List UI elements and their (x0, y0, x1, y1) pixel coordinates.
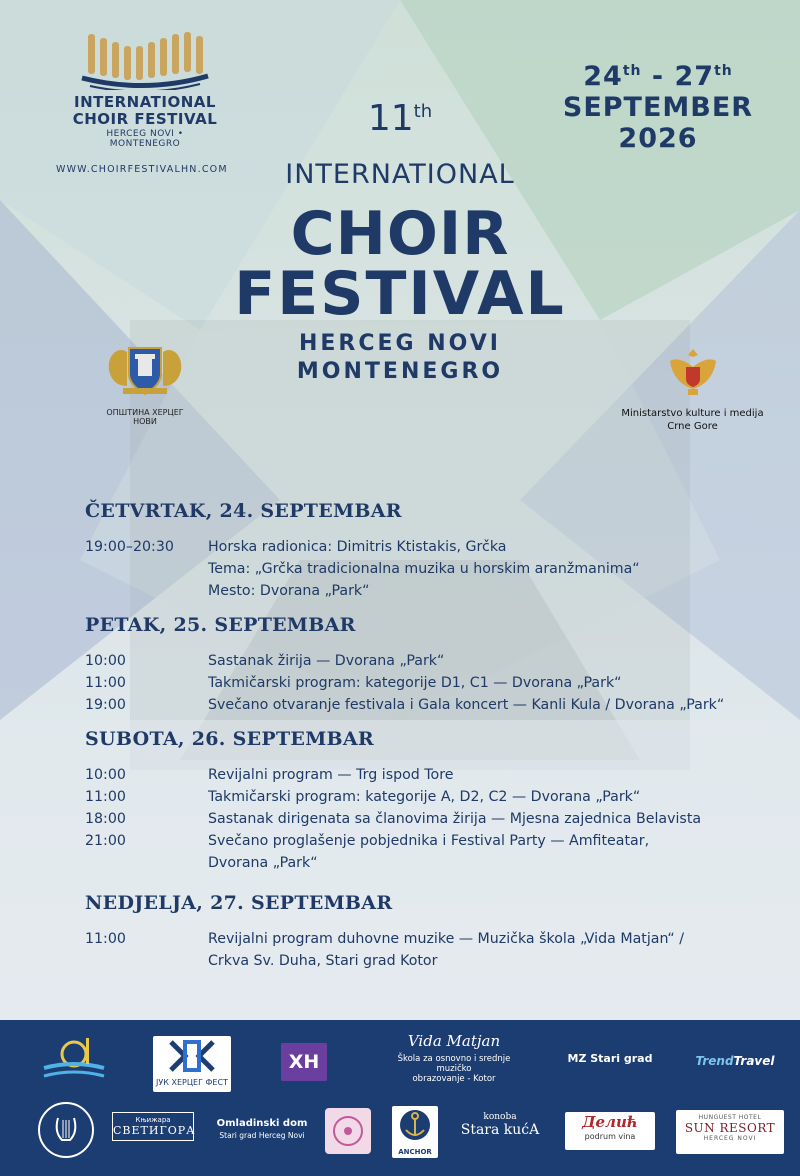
event-line: Sastanak dirigenata sa članovima žirija — Mjesna zajednica Belavista (208, 811, 702, 827)
flower-icon (325, 1108, 371, 1154)
sponsor-lyre-seal (38, 1102, 94, 1158)
event-line: Tema: „Grčka tradicionalna muzika u horskim aranžmanima“ (208, 561, 640, 577)
date-year: 2026 (618, 123, 698, 154)
right-crest-caption-2: Crne Gore (667, 421, 718, 432)
event-line: Sastanak žirija — Dvorana „Park“ (208, 653, 445, 669)
festival-schedule (85, 500, 785, 984)
day-heading: ČETVRTAK, 24. SEPTEMBAR (85, 500, 402, 522)
festival-logo (70, 28, 220, 149)
event-line: Horska radionica: Dimitris Ktistakis, Grčka (208, 539, 507, 555)
event-line: Dvorana „Park“ (208, 855, 318, 871)
vida-line-2: obrazovanje - Kotor (412, 1074, 496, 1084)
event-time: 18:00 (85, 811, 126, 827)
day-block-2 (85, 614, 785, 716)
sponsors-footer (0, 1020, 800, 1176)
delic-label: Делић (582, 1113, 638, 1131)
sponsor-juk (153, 1036, 231, 1092)
omladinski-name: Omladinski dom (216, 1118, 308, 1129)
event-line: Revijalni program — Trg ispod Tore (208, 767, 454, 783)
event-line: Takmičarski program: kategorije A, D2, C2 — Dvorana „Park“ (208, 789, 641, 805)
svetigora-name: СВЕТИГОРА (113, 1124, 196, 1137)
event-line: Revijalni program duhovne muzike — Muzička škola „Vida Matjan“ / (208, 931, 685, 947)
logo-line-3: HERCEG NOVI • MONTENEGRO (106, 129, 184, 149)
title-festival: FESTIVAL (234, 259, 566, 329)
sponsor-fest-logo (38, 1034, 110, 1086)
lyre-icon (40, 1104, 92, 1156)
day-heading: NEDJELJA, 27. SEPTEMBAR (85, 892, 393, 914)
event-row (85, 672, 785, 694)
omladinski-sub: Stari grad Herceg Novi (219, 1131, 305, 1140)
day-block-3 (85, 728, 785, 874)
event-time: 11:00 (85, 675, 126, 691)
edition-number: 11th (367, 98, 433, 139)
anchor-icon (392, 1106, 438, 1144)
right-crest-caption-1: Ministarstvo kulture i medija (621, 408, 764, 419)
vida-name: Vida Matjan (407, 1032, 501, 1050)
title-city: HERCEG NOVI (298, 331, 501, 356)
event-row (85, 694, 785, 716)
event-time: 19:00–20:30 (85, 539, 174, 555)
event-row (85, 764, 785, 786)
day-heading: PETAK, 25. SEPTEMBAR (85, 614, 356, 636)
left-crest-caption: ОПШТИНА ХЕРЦЕГ НОВИ (106, 408, 184, 426)
ministry-crest (605, 345, 780, 433)
festival-emblem-icon (38, 1034, 110, 1086)
sponsor-mz-stari-grad: MZ Stari grad (567, 1052, 653, 1065)
event-time: 10:00 (85, 767, 126, 783)
sponsor-pink-logo (325, 1108, 371, 1154)
event-line: Svečano otvaranje festivala i Gala koncert — Kanli Kula / Dvorana „Park“ (208, 697, 725, 713)
sponsor-svetigora (112, 1112, 194, 1141)
event-time: 21:00 (85, 833, 126, 849)
event-time: 11:00 (85, 789, 126, 805)
event-row (85, 808, 785, 830)
logo-line-2: CHOIR FESTIVAL (72, 110, 218, 128)
day-block-1 (85, 500, 785, 602)
sun-name: SUN RESORT (684, 1121, 776, 1135)
municipality-crest-icon (105, 340, 185, 398)
event-row (85, 650, 785, 672)
event-row (85, 830, 785, 874)
date-month: SEPTEMBER (562, 92, 754, 123)
delic-sub: podrum vina (584, 1132, 636, 1141)
website-link[interactable]: WWW.CHOIRFESTIVALHN.COM (56, 164, 228, 175)
sun-sub: HERCEG NOVI (703, 1135, 757, 1142)
event-time: 19:00 (85, 697, 126, 713)
sponsor-trend-travel: TrendTravel (695, 1054, 775, 1068)
logo-line-1: INTERNATIONAL (74, 93, 216, 111)
title-choir: CHOIR (290, 199, 510, 269)
sponsor-vida-matjan (384, 1032, 524, 1084)
event-row (85, 786, 785, 808)
event-line: Takmičarski program: kategorije D1, C1 — Dvorana „Park“ (208, 675, 622, 691)
day-block-4 (85, 892, 785, 972)
event-row (85, 536, 785, 602)
event-line: Crkva Sv. Duha, Stari grad Kotor (208, 953, 438, 969)
sponsor-xh: XH (281, 1043, 327, 1081)
montenegro-eagle-icon (668, 345, 718, 397)
sponsor-delic (565, 1112, 655, 1150)
juk-logo-icon (153, 1036, 231, 1074)
sponsor-juk-label: ЈУК ХЕРЦЕГ ФЕСТ (156, 1078, 228, 1087)
anchor-label: ANCHOR (398, 1148, 432, 1156)
date-range: 24th - 27th (583, 61, 733, 92)
day-heading: SUBOTA, 26. SEPTEMBAR (85, 728, 375, 750)
title-country: MONTENEGRO (296, 359, 504, 384)
event-line: Mesto: Dvorana „Park“ (208, 583, 370, 599)
event-row (85, 928, 785, 972)
event-time: 11:00 (85, 931, 126, 947)
sun-top: HUNGUEST HOTEL (698, 1114, 762, 1121)
event-time: 10:00 (85, 653, 126, 669)
sponsor-omladinski-dom (212, 1118, 312, 1140)
sponsor-stara-kuca (452, 1112, 548, 1138)
svetigora-small: Књижара (135, 1116, 171, 1124)
stara-kuca-label: Stara kućA (460, 1122, 540, 1138)
sponsor-anchor (392, 1106, 438, 1158)
herceg-novi-crest (95, 340, 195, 426)
title-international: INTERNATIONAL (285, 159, 515, 190)
event-line: Svečano proglašenje pobjednika i Festival Party — Amfiteatar, (208, 833, 650, 849)
main-title (200, 92, 600, 386)
sponsor-sun-resort (676, 1110, 784, 1154)
vida-line-1: Škola za osnovno i srednje muzičko (397, 1054, 511, 1074)
choir-singers-icon (80, 28, 210, 90)
konoba-label: konoba (483, 1112, 517, 1122)
